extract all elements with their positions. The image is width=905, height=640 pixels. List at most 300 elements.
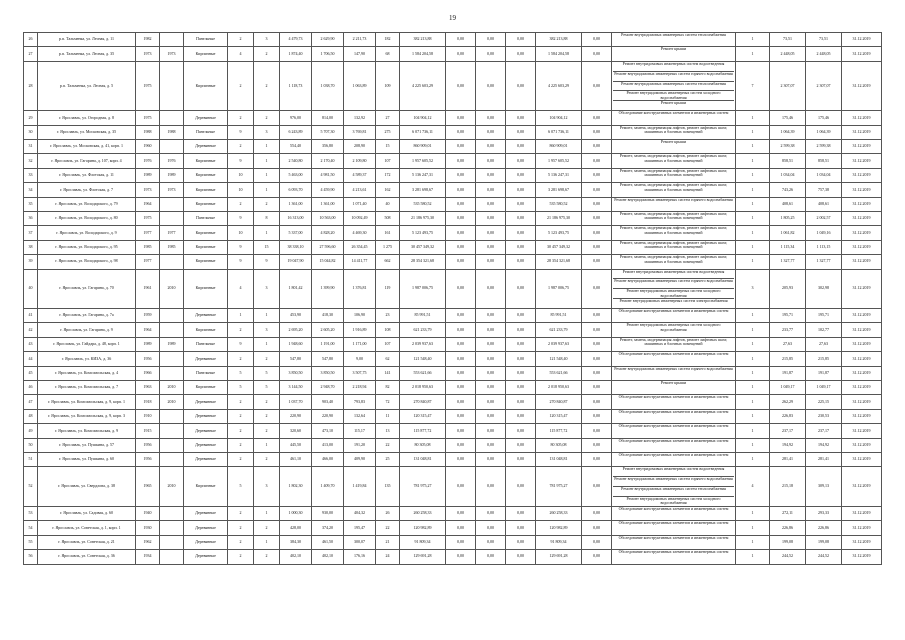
works-list-cell <box>612 323 736 337</box>
other-funds-cell: 0,00 <box>582 323 612 337</box>
row-number-cell: 38 <box>24 240 38 254</box>
wall-material-cell: Кирпичные <box>184 323 228 337</box>
residents-cell: 62 <box>376 352 400 366</box>
address-cell: г. Ярославль, ул. Советская, д. 1, корп. 1 <box>38 521 136 535</box>
other-funds-cell: 0,00 <box>582 197 612 211</box>
other-funds-cell: 0,00 <box>582 269 612 309</box>
work-count-cell: 1 <box>736 521 770 535</box>
total-area-cell: 445,50 <box>280 438 312 452</box>
residential-area-cell: 14 411,77 <box>344 255 376 269</box>
work-count-cell: 1 <box>736 255 770 269</box>
row-number-cell: 53 <box>24 506 38 520</box>
work-item: Ремонт крыши <box>660 101 687 106</box>
build-year-cell: 1975 <box>136 61 160 110</box>
work-item: Ремонт внутридомовых инженерных систем горячего водоснабжения <box>614 366 733 371</box>
table-row <box>24 550 882 564</box>
owners-funds-cell: 28 354 321,68 <box>536 255 582 269</box>
total-area-cell: 6 243,89 <box>280 125 312 139</box>
regional-budget-cell: 0,00 <box>476 269 506 309</box>
other-funds-cell: 0,00 <box>582 154 612 168</box>
work-count-cell: 1 <box>736 111 770 125</box>
renovation-year-cell <box>160 323 184 337</box>
regional-budget-cell: 0,00 <box>476 47 506 61</box>
federal-fund-cell: 0,00 <box>446 438 476 452</box>
renovation-year-cell: 1973 <box>160 183 184 197</box>
build-year-cell: 1959 <box>136 309 160 323</box>
work-item: Ремонт крыши <box>660 140 687 145</box>
address-cell: р.п. Тальменка, ул. Лесная, д. 5 <box>38 61 136 110</box>
renovation-year-cell: 1988 <box>160 125 184 139</box>
work-count-cell: 1 <box>736 438 770 452</box>
works-list-cell <box>612 211 736 225</box>
row-number-cell: 31 <box>24 140 38 154</box>
total-cost-cell: 1 584 204,58 <box>400 47 446 61</box>
local-budget-cell: 0,00 <box>506 366 536 380</box>
entrances-cell: 3 <box>254 323 280 337</box>
address-cell: г. Ярославль, ул. Володарского, д. 79 <box>38 197 136 211</box>
wall-material-cell: Кирпичные <box>184 183 228 197</box>
owners-funds-cell: 80 305,08 <box>536 438 582 452</box>
row-number-cell: 54 <box>24 521 38 535</box>
works-list-cell <box>612 125 736 139</box>
limit-cost-cell: 2 599,38 <box>806 140 842 154</box>
specific-cost-cell: 27,63 <box>770 337 806 351</box>
specific-cost-cell: 408,61 <box>770 197 806 211</box>
floors-cell: 9 <box>228 154 254 168</box>
owners-funds-cell: 5 123 493,75 <box>536 226 582 240</box>
build-year-cell: 1977 <box>136 226 160 240</box>
row-number-cell: 42 <box>24 323 38 337</box>
specific-cost-cell: 191,87 <box>770 366 806 380</box>
build-year-cell: 1964 <box>136 197 160 211</box>
work-item: Ремонт, замена, модернизация лифтов, ремонт лифтовых шахт, машинных и блочных помещений <box>619 211 728 221</box>
build-year-cell: 1956 <box>136 352 160 366</box>
residential-area-cell: 2 211,73 <box>344 33 376 47</box>
total-cost-cell: 91 809,34 <box>400 535 446 549</box>
total-cost-cell: 553 621,66 <box>400 366 446 380</box>
row-number-cell: 52 <box>24 467 38 507</box>
work-item: Ремонт внутридомовых инженерных систем водоотведения <box>613 270 734 280</box>
entrances-cell: 2 <box>254 409 280 423</box>
federal-fund-cell: 0,00 <box>446 183 476 197</box>
wall-material-cell: Кирпичные <box>184 197 228 211</box>
entrances-cell: 2 <box>254 111 280 125</box>
residents-cell: 24 <box>376 550 400 564</box>
premises-area-cell: 402,10 <box>312 550 344 564</box>
wall-material-cell: Кирпичные <box>184 226 228 240</box>
deadline-cell: 31.12.2019 <box>842 269 882 309</box>
renovation-year-cell <box>160 309 184 323</box>
entrances-cell: 1 <box>254 168 280 182</box>
residential-area-cell: 9,00 <box>344 352 376 366</box>
works-list-cell <box>612 409 736 423</box>
renovation-year-cell <box>160 550 184 564</box>
owners-funds-cell: 553 621,66 <box>536 366 582 380</box>
work-item: Ремонт, замена, модернизация лифтов, ремонт лифтовых шахт, машинных и блочных помещений <box>619 125 728 135</box>
wall-material-cell: Деревянные <box>184 309 228 323</box>
limit-cost-cell: 302,98 <box>806 269 842 309</box>
residents-cell: 22 <box>376 521 400 535</box>
owners-funds-cell: 781 975,27 <box>536 467 582 507</box>
limit-cost-cell: 230,53 <box>806 409 842 423</box>
total-area-cell: 2 540,80 <box>280 154 312 168</box>
entrances-cell: 1 <box>254 154 280 168</box>
deadline-cell: 31.12.2019 <box>842 33 882 47</box>
premises-area-cell: 4 981,50 <box>312 168 344 182</box>
local-budget-cell: 0,00 <box>506 33 536 47</box>
limit-cost-cell: 757,38 <box>806 183 842 197</box>
floors-cell: 1 <box>228 309 254 323</box>
premises-area-cell: 461,50 <box>312 535 344 549</box>
total-cost-cell: 21 186 975,30 <box>400 211 446 225</box>
owners-funds-cell: 85 991,51 <box>536 309 582 323</box>
owners-funds-cell: 121 548,40 <box>536 352 582 366</box>
entrances-cell: 2 <box>254 424 280 438</box>
owners-funds-cell: 6 071 736,11 <box>536 125 582 139</box>
build-year-cell: 1966 <box>136 366 160 380</box>
work-item: Обследование конструктивных элементов и инженерных систем <box>618 506 729 511</box>
deadline-cell: 31.12.2019 <box>842 506 882 520</box>
address-cell: г. Ярославль, ул. Садовая, д. 60 <box>38 506 136 520</box>
other-funds-cell: 0,00 <box>582 366 612 380</box>
local-budget-cell: 0,00 <box>506 323 536 337</box>
deadline-cell: 31.12.2019 <box>842 61 882 110</box>
work-count-cell: 1 <box>736 47 770 61</box>
address-cell: г. Ярославль, ул. Пушкина, д. 57 <box>38 438 136 452</box>
residents-cell: 107 <box>376 337 400 351</box>
local-budget-cell: 0,00 <box>506 309 536 323</box>
owners-funds-cell: 535 580,52 <box>536 197 582 211</box>
local-budget-cell: 0,00 <box>506 125 536 139</box>
wall-material-cell: Панельные <box>184 211 228 225</box>
total-area-cell: 4 479,73 <box>280 33 312 47</box>
owners-funds-cell: 3 281 698,67 <box>536 183 582 197</box>
premises-area-cell: 27 596,60 <box>312 240 344 254</box>
build-year-cell: 1985 <box>136 240 160 254</box>
row-number-cell: 46 <box>24 381 38 395</box>
regional-budget-cell: 0,00 <box>476 125 506 139</box>
address-cell: г. Ярославль, ул. Советская, д. 21 <box>38 535 136 549</box>
work-count-cell: 4 <box>736 467 770 507</box>
residential-area-cell: 1 071,40 <box>344 197 376 211</box>
total-cost-cell: 129 691,28 <box>400 550 446 564</box>
total-area-cell: 6 093,70 <box>280 183 312 197</box>
residents-cell: 109 <box>376 61 400 110</box>
entrances-cell: 2 <box>254 453 280 467</box>
residents-cell: 68 <box>376 47 400 61</box>
total-area-cell: 1 000,30 <box>280 506 312 520</box>
residential-area-cell: 300,07 <box>344 535 376 549</box>
renovation-year-cell <box>160 409 184 423</box>
entrances-cell: 3 <box>254 125 280 139</box>
row-number-cell: 56 <box>24 550 38 564</box>
row-number-cell: 50 <box>24 438 38 452</box>
specific-cost-cell: 2 307,07 <box>770 61 806 110</box>
federal-fund-cell: 0,00 <box>446 381 476 395</box>
limit-cost-cell: 225,15 <box>806 395 842 409</box>
total-area-cell: 1 118,73 <box>280 61 312 110</box>
build-year-cell: 1976 <box>136 154 160 168</box>
total-cost-cell: 3 281 698,67 <box>400 183 446 197</box>
other-funds-cell: 0,00 <box>582 47 612 61</box>
residential-area-cell: 106,90 <box>344 309 376 323</box>
floors-cell: 9 <box>228 337 254 351</box>
renovation-year-cell <box>160 438 184 452</box>
total-cost-cell: 30 457 349,32 <box>400 240 446 254</box>
address-cell: г. Ярославль, ул. Комсомольская, д. 9, корп. 1 <box>38 395 136 409</box>
address-cell: г. Ярославль, ул. Володарского, д. 98 <box>38 255 136 269</box>
other-funds-cell: 0,00 <box>582 255 612 269</box>
works-list-cell <box>612 424 736 438</box>
residential-area-cell: 132,92 <box>344 111 376 125</box>
specific-cost-cell: 237,17 <box>770 424 806 438</box>
residential-area-cell: 1 419,84 <box>344 467 376 507</box>
specific-cost-cell: 226,83 <box>770 409 806 423</box>
local-budget-cell: 0,00 <box>506 240 536 254</box>
works-list-cell <box>612 535 736 549</box>
owners-funds-cell: 1 987 006,75 <box>536 269 582 309</box>
limit-cost-cell: 102,77 <box>806 323 842 337</box>
premises-area-cell: 473,10 <box>312 424 344 438</box>
work-item: Ремонт, замена, модернизация лифтов, ремонт лифтовых шахт, машинных и блочных помещений <box>619 168 728 178</box>
floors-cell: 2 <box>228 197 254 211</box>
regional-budget-cell: 0,00 <box>476 183 506 197</box>
works-list-cell <box>612 366 736 380</box>
regional-budget-cell: 0,00 <box>476 366 506 380</box>
limit-cost-cell: 2 448,05 <box>806 47 842 61</box>
premises-area-cell: 547,80 <box>312 352 344 366</box>
limit-cost-cell: 1 049,17 <box>806 381 842 395</box>
work-item: Обследование конструктивных элементов и инженерных систем <box>618 309 729 314</box>
entrances-cell: 9 <box>254 255 280 269</box>
work-item: Обследование конструктивных элементов и инженерных систем <box>618 409 729 414</box>
residents-cell: 162 <box>376 183 400 197</box>
other-funds-cell: 0,00 <box>582 381 612 395</box>
table-row <box>24 211 882 225</box>
table-row <box>24 366 882 380</box>
total-cost-cell: 80 305,08 <box>400 438 446 452</box>
regional-budget-cell: 0,00 <box>476 521 506 535</box>
row-number-cell: 27 <box>24 47 38 61</box>
build-year-cell: 1975 <box>136 111 160 125</box>
build-year-cell: 1973 <box>136 47 160 61</box>
build-year-cell: 1940 <box>136 506 160 520</box>
federal-fund-cell: 0,00 <box>446 33 476 47</box>
regional-budget-cell: 0,00 <box>476 467 506 507</box>
work-item: Обследование конструктивных элементов и инженерных систем <box>618 111 729 116</box>
table-body <box>24 33 882 565</box>
works-list-cell <box>612 111 736 125</box>
work-count-cell: 1 <box>736 352 770 366</box>
total-area-cell: 5 337,00 <box>280 226 312 240</box>
address-cell: г. Ярославль, ул. Володарского, д. 9 <box>38 226 136 240</box>
entrances-cell: 15 <box>254 240 280 254</box>
entrances-cell: 1 <box>254 140 280 154</box>
work-count-cell: 1 <box>736 183 770 197</box>
total-area-cell: 1 037,70 <box>280 395 312 409</box>
table-row <box>24 467 882 507</box>
table-row <box>24 255 882 269</box>
regional-budget-cell: 0,00 <box>476 33 506 47</box>
row-number-cell: 28 <box>24 61 38 110</box>
work-count-cell: 3 <box>736 269 770 309</box>
work-item: Обследование конструктивных элементов и инженерных систем <box>618 535 729 540</box>
regional-budget-cell: 0,00 <box>476 197 506 211</box>
total-area-cell: 402,10 <box>280 550 312 564</box>
other-funds-cell: 0,00 <box>582 226 612 240</box>
table-row <box>24 61 882 110</box>
premises-area-cell: 3 850,50 <box>312 366 344 380</box>
renovation-year-cell: 1985 <box>160 240 184 254</box>
residents-cell: 22 <box>376 438 400 452</box>
local-budget-cell: 0,00 <box>506 255 536 269</box>
owners-funds-cell: 2 039 937,63 <box>536 337 582 351</box>
floors-cell: 2 <box>228 352 254 366</box>
table-row <box>24 183 882 197</box>
total-cost-cell: 1 957 605,52 <box>400 154 446 168</box>
total-cost-cell: 5 136 247,31 <box>400 168 446 182</box>
other-funds-cell: 0,00 <box>582 438 612 452</box>
owners-funds-cell: 91 809,34 <box>536 535 582 549</box>
address-cell: г. Ярославль, ул. Комсомольская, д. 9, корп. 3 <box>38 409 136 423</box>
floors-cell: 5 <box>228 381 254 395</box>
specific-cost-cell: 194,92 <box>770 438 806 452</box>
local-budget-cell: 0,00 <box>506 140 536 154</box>
owners-funds-cell: 1 957 605,52 <box>536 154 582 168</box>
table-row <box>24 226 882 240</box>
row-number-cell: 30 <box>24 125 38 139</box>
local-budget-cell: 0,00 <box>506 467 536 507</box>
renovation-year-cell <box>160 211 184 225</box>
specific-cost-cell: 1 064,39 <box>770 125 806 139</box>
renovation-year-cell: 2010 <box>160 467 184 507</box>
entrances-cell: 1 <box>254 506 280 520</box>
entrances-cell: 3 <box>254 467 280 507</box>
work-count-cell: 1 <box>736 125 770 139</box>
regional-budget-cell: 0,00 <box>476 453 506 467</box>
total-area-cell: 1 361,00 <box>280 197 312 211</box>
wall-material-cell: Деревянные <box>184 424 228 438</box>
work-count-cell: 1 <box>736 240 770 254</box>
residential-area-cell: 176,16 <box>344 550 376 564</box>
specific-cost-cell: 233,77 <box>770 323 806 337</box>
renovation-year-cell <box>160 453 184 467</box>
total-cost-cell: 121 548,40 <box>400 352 446 366</box>
renovation-year-cell: 2010 <box>160 269 184 309</box>
build-year-cell: 1973 <box>136 183 160 197</box>
build-year-cell: 1989 <box>136 337 160 351</box>
address-cell: г. Ярославль, ул. Володарского, д. 80 <box>38 211 136 225</box>
deadline-cell: 31.12.2019 <box>842 154 882 168</box>
limit-cost-cell: 1 064,39 <box>806 125 842 139</box>
local-budget-cell: 0,00 <box>506 381 536 395</box>
regional-budget-cell: 0,00 <box>476 168 506 182</box>
deadline-cell: 31.12.2019 <box>842 111 882 125</box>
wall-material-cell: Панельные <box>184 33 228 47</box>
floors-cell: 10 <box>228 183 254 197</box>
premises-area-cell: 2 170,40 <box>312 154 344 168</box>
other-funds-cell: 0,00 <box>582 61 612 110</box>
residents-cell: 27 <box>376 111 400 125</box>
premises-area-cell: 1 038,70 <box>312 61 344 110</box>
works-list-cell <box>612 47 736 61</box>
federal-fund-cell: 0,00 <box>446 352 476 366</box>
specific-cost-cell: 1 805,25 <box>770 211 806 225</box>
address-cell: г. Ярославль, ул. Советская, д. 36 <box>38 550 136 564</box>
deadline-cell: 31.12.2019 <box>842 323 882 337</box>
floors-cell: 4 <box>228 269 254 309</box>
wall-material-cell: Кирпичные <box>184 381 228 395</box>
renovation-year-cell <box>160 33 184 47</box>
owners-funds-cell: 860 909,01 <box>536 140 582 154</box>
floors-cell: 2 <box>228 521 254 535</box>
total-area-cell: 1 802,30 <box>280 467 312 507</box>
floors-cell: 2 <box>228 61 254 110</box>
address-cell: г. Ярославль, ул. Комсомольская, д. 9 <box>38 424 136 438</box>
other-funds-cell: 0,00 <box>582 309 612 323</box>
residents-cell: 13 <box>376 424 400 438</box>
work-item: Ремонт крыши <box>660 47 687 52</box>
build-year-cell: 1965 <box>136 467 160 507</box>
premises-area-cell: 1 706,50 <box>312 47 344 61</box>
row-number-cell: 44 <box>24 352 38 366</box>
residents-cell: 135 <box>376 467 400 507</box>
residential-area-cell: 26 354,45 <box>344 240 376 254</box>
deadline-cell: 31.12.2019 <box>842 395 882 409</box>
works-list-cell <box>612 140 736 154</box>
renovation-year-cell <box>160 352 184 366</box>
federal-fund-cell: 0,00 <box>446 453 476 467</box>
federal-fund-cell: 0,00 <box>446 226 476 240</box>
work-item: Обследование конструктивных элементов и инженерных систем <box>618 438 729 443</box>
owners-funds-cell: 4 225 603,29 <box>536 61 582 110</box>
row-number-cell: 40 <box>24 269 38 309</box>
deadline-cell: 31.12.2019 <box>842 47 882 61</box>
wall-material-cell: Деревянные <box>184 409 228 423</box>
specific-cost-cell: 195,71 <box>770 309 806 323</box>
local-budget-cell: 0,00 <box>506 521 536 535</box>
table-row <box>24 47 882 61</box>
work-item: Ремонт внутридомовых инженерных систем горячего водоснабжения <box>613 72 734 82</box>
local-budget-cell: 0,00 <box>506 168 536 182</box>
wall-material-cell: Деревянные <box>184 535 228 549</box>
floors-cell: 9 <box>228 211 254 225</box>
deadline-cell: 31.12.2019 <box>842 168 882 182</box>
row-number-cell: 37 <box>24 226 38 240</box>
renovation-year-cell <box>160 424 184 438</box>
works-list-cell <box>612 381 736 395</box>
deadline-cell: 31.12.2019 <box>842 424 882 438</box>
work-item: Ремонт внутридомовых инженерных систем горячего водоснабжения <box>613 279 734 289</box>
works-list-cell <box>612 183 736 197</box>
total-area-cell: 320,60 <box>280 424 312 438</box>
other-funds-cell: 0,00 <box>582 453 612 467</box>
works-list-cell <box>612 352 736 366</box>
work-item: Обследование конструктивных элементов и инженерных систем <box>618 352 729 357</box>
wall-material-cell: Деревянные <box>184 395 228 409</box>
regional-budget-cell: 0,00 <box>476 309 506 323</box>
deadline-cell: 31.12.2019 <box>842 409 882 423</box>
other-funds-cell: 0,00 <box>582 409 612 423</box>
federal-fund-cell: 0,00 <box>446 61 476 110</box>
entrances-cell: 1 <box>254 535 280 549</box>
table-row <box>24 409 882 423</box>
regional-budget-cell: 0,00 <box>476 395 506 409</box>
work-count-cell: 1 <box>736 154 770 168</box>
build-year-cell: 1988 <box>136 125 160 139</box>
residential-area-cell: 3 507,75 <box>344 366 376 380</box>
total-area-cell: 220,90 <box>280 409 312 423</box>
